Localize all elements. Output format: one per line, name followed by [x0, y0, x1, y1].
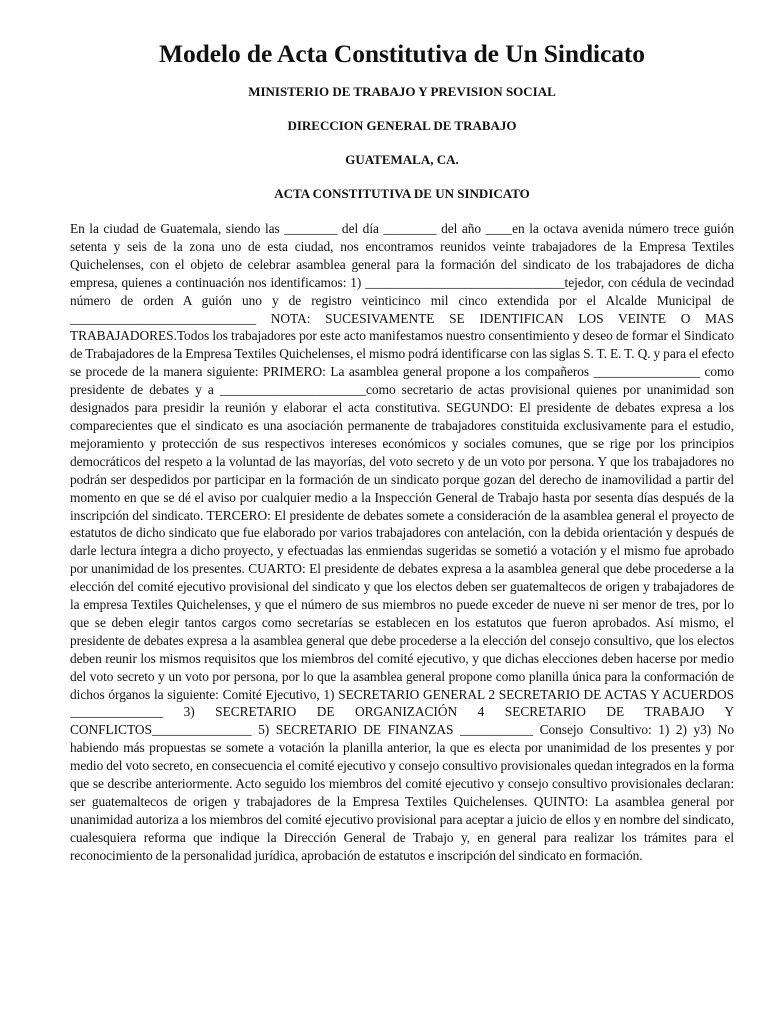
document-body: En la ciudad de Guatemala, siendo las ________ del día ________ del año ____en la octava avenida número trece guión setenta y seis de la zona uno de esta ciudad, nos encontramos reunidos veinte trabajadores de la Empresa Textiles Quichelenses, con el objeto de celebrar asamblea general para la formación del sindicato de los trabajadores de dicha empresa, quienes a continuación nos identificamos: 1) ______________________________tejedor, con cédula de vecindad número de orden A guión uno y de registro veinticinco mil cinco extendida por el Alcalde Municipal de ____________________________ NOTA: SUCESIVAMENTE SE IDENTIFICAN LOS VEINTE O MAS TRABAJADORES.Todos los trabajadores por este acto manifestamos nuestro consentimiento y deseo de formar el Sindicato de Trabajadores de la Empresa Textiles Quichelenses, el mismo podrá identificarse con las siglas S. T. E. T. Q. y para el efecto se procede de la manera siguiente: PRIMERO: La asamblea general propone a los compañeros ________________ como presidente de debates y a ______________________como secretario de actas provisional quienes por unanimidad son designados para presidir la reunión y elaborar el acta constitutiva. SEGUNDO: El presidente de debates expresa a los comparecientes que el sindicato es una asociación permanente de trabajadores constituida exclusivamente para el estudio, mejoramiento y protección de sus respectivos intereses económicos y sociales comunes, que se rige por los principios democráticos del respeto a la voluntad de las mayorías, del voto secreto y de un voto por persona. Y que los trabajadores no podrán ser despedidos por participar en la formación de un sindicato porque gozan del derecho de inamovilidad a partir del momento en que se dé el aviso por cualquier medio a la Inspección General de Trabajo hasta por sesenta días después de la inscripción del sindicato. TERCERO: El presidente de debates somete a consideración de la asamblea general el proyecto de estatutos de dicho sindicato que fue elaborado por varios trabajadores con antelación, con la debida orientación y después de darle lectura íntegra a dicho proyecto, y efectuadas las enmiendas sugeridas se sometió a votación y el mismo fue aprobado por unanimidad de los presentes. CUARTO: El presidente de debates expresa a la asamblea general que debe procederse a la elección del comité ejecutivo provisional del sindicato y que los electos deben ser guatemaltecos de origen y trabajadores de la empresa Textiles Quichelenses, y que el número de sus miembros no puede exceder de nueve ni ser menor de tres, por lo que se deben elegir tantos cargos como secretarías se establecen en los estatutos que fueron aprobados. Así mismo, el presidente de debates expresa a la asamblea general que debe procederse a la elección del consejo consultivo, que los electos deben reunir los mismos requisitos que los miembros del comité ejecutivo, y que dichas elecciones deben hacerse por medio del voto secreto y un voto por persona, por lo que la asamblea general propone como planilla única para la conformación de dichos órganos la siguiente: Comité Ejecutivo, 1) SECRETARIO GENERAL 2 SECRETARIO DE ACTAS Y ACUERDOS ______________ 3) SECRETARIO DE ORGANIZACIÓN 4 SECRETARIO DE TRABAJO Y CONFLICTOS_______________ 5) SECRETARIO DE FINANZAS ___________ Consejo Consultivo: 1) 2) y3) No habiendo más propuestas se somete a votación la planilla anterior, la que es electa por unanimidad de los presentes y por medio del voto secreto, en consecuencia el comité ejecutivo y consejo consultivo provisionales quedan integrados en la forma que se describe anteriormente. Acto seguido los miembros del comité ejecutivo y consejo consultivo provisionales declaran: ser guatemaltecos de origen y trabajadores de la Empresa Textiles Quichelenses. QUINTO: La asamblea general por unanimidad autoriza a los miembros del comité ejecutivo provisional para aceptar a juicio de ellos y en nombre del sindicato, cualesquiera reforma que indique la Dirección General de Trabajo y, en general para realizar los trámites para el reconocimiento de la personalidad jurídica, aprobación de estatutos e inscripción del sindicato en formación. — [70, 221, 734, 863]
heading-act: ACTA CONSTITUTIVA DE UN SINDICATO — [274, 186, 530, 201]
heading-ministry: MINISTERIO DE TRABAJO Y PREVISION SOCIAL — [248, 84, 556, 99]
document-page — [70, 36, 734, 865]
document-title: Modelo de Acta Constitutiva de Un Sindicato — [159, 39, 645, 68]
heading-direction: DIRECCION GENERAL DE TRABAJO — [287, 118, 517, 133]
heading-location: GUATEMALA, CA. — [345, 152, 459, 167]
